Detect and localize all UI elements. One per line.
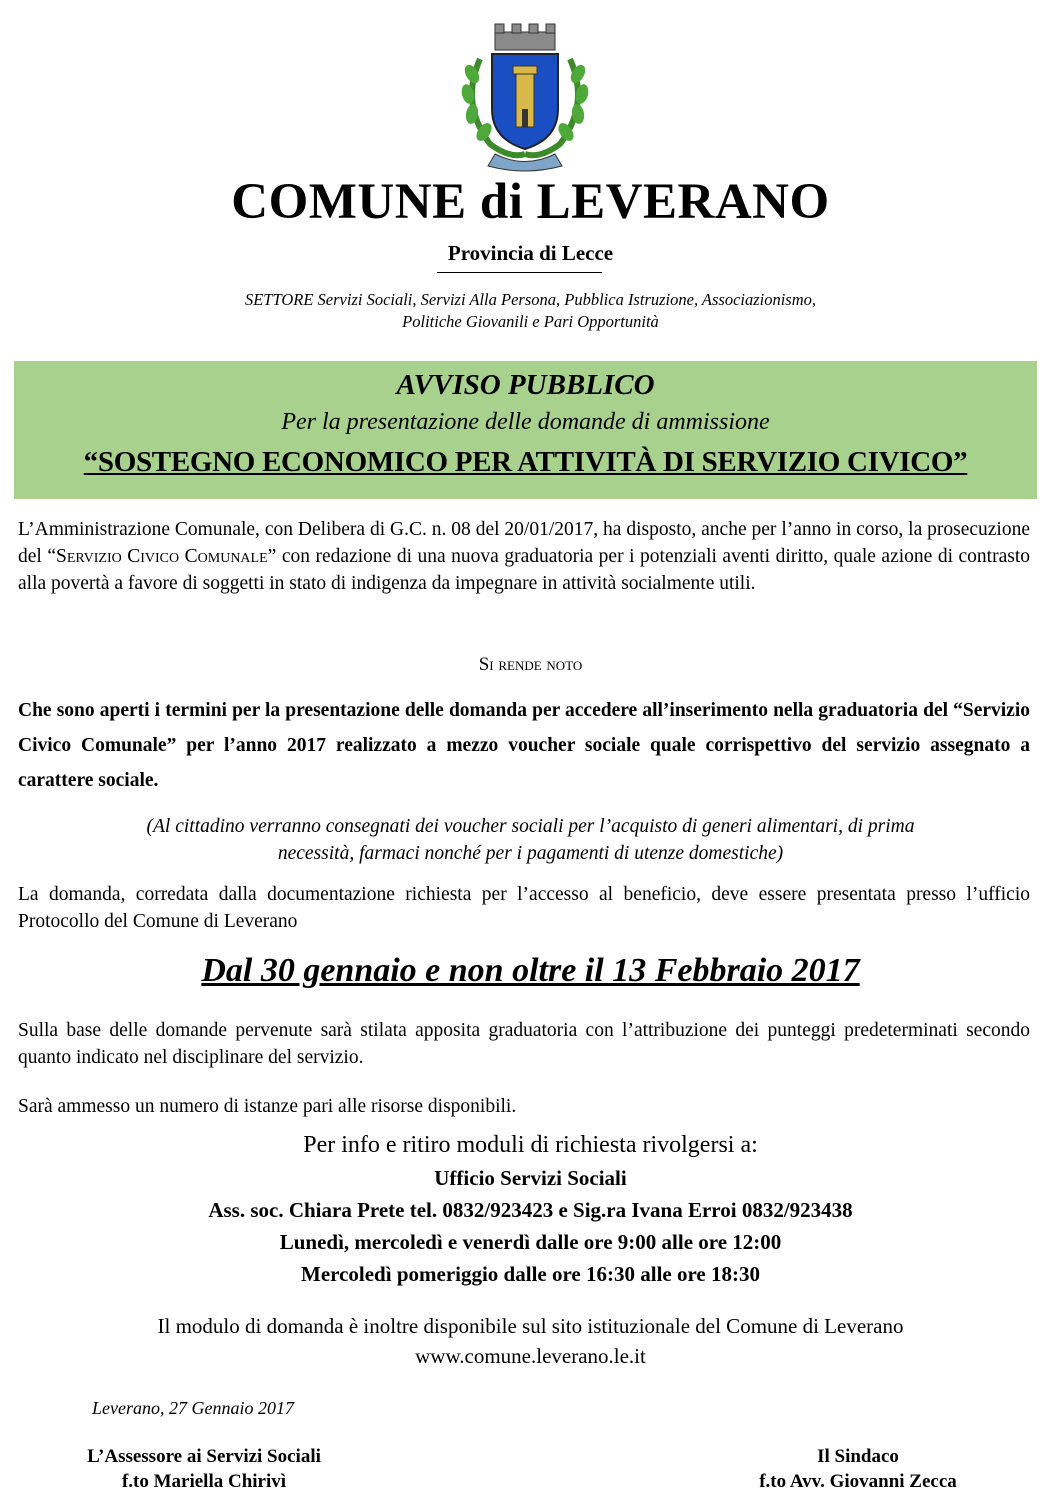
department-line-1: SETTORE Servizi Sociali, Servizi Alla Persona, Pubblica Istruzione, Associazionismo, — [244, 290, 817, 309]
ranking-paragraph: Sulla base delle domande pervenute sarà stilata apposita graduatoria con l’attribuzione dei punteggi predeterminati secondo quanto indicato nel disciplinare del servizio. — [18, 1020, 1030, 1068]
page-title: COMUNE di LEVERANO — [231, 174, 830, 230]
office-hours: Lunedì, mercoledì e venerdì dalle ore 9:00 alle ore 12:00 — [279, 1230, 782, 1254]
leverano-coat-of-arms-icon — [450, 14, 600, 174]
province-label: Provincia di Lecce — [447, 241, 614, 265]
intro-text-start: L’Amministrazione Comunale, con Delibera di G.C. n. 08 del 20/01/2017, ha disposto, anche per l’anno in corso, la prosecuzione del “ — [18, 519, 1030, 567]
banner-title: AVVISO PUBBLICO — [396, 369, 655, 401]
terms-paragraph: Che sono aperti i termini per la presentazione delle domanda per accedere all’inserimento nella graduatoria del “Servizio Civico Comunale” per l’anno 2017 realizzato a mezzo voucher sociale quale corrispettivo del servizio assegnato a carattere sociale. — [18, 700, 1030, 791]
intro-paragraph — [18, 516, 1030, 597]
mayor-signature — [714, 1444, 1002, 1494]
contacts-heading: Per info e ritiro moduli di richiesta rivolgersi a: — [303, 1132, 758, 1158]
announcement-label: Si rende noto — [478, 654, 583, 675]
voucher-note — [0, 813, 1061, 867]
contact-people: Ass. soc. Chiara Prete tel. 0832/923423 e Sig.ra Ivana Erroi 0832/923438 — [208, 1198, 853, 1222]
voucher-note-line-1: (Al cittadino verranno consegnati dei voucher sociali per l’acquisto di generi alimentari, di prima — [146, 816, 915, 837]
place-date: Leverano, 27 Gennaio 2017 — [92, 1398, 294, 1418]
assessor-signature — [36, 1444, 372, 1494]
intro-text-end: ” con redazione di una nuova graduatoria per i potenziali aventi diritto, quale azione di contrasto alla povertà a favore di soggetti in stato di indigenza da impegnare in attività socialmente utili. — [18, 546, 1030, 594]
banner-heading: “SOSTEGNO ECONOMICO PER ATTIVITÀ DI SERVIZIO CIVICO” — [83, 446, 968, 478]
voucher-note-line-2: necessità, farmaci nonché per i pagamenti di utenze domestiche) — [277, 843, 784, 864]
department-label — [0, 289, 1061, 333]
department-line-2: Politiche Giovanili e Pari Opportunità — [402, 312, 659, 331]
admission-paragraph: Sarà ammesso un numero di istanze pari alle risorse disponibili. — [18, 1096, 517, 1117]
module-availability — [0, 1311, 1061, 1371]
notice-banner — [14, 361, 1037, 499]
mayor-role: Il Sindaco — [817, 1446, 899, 1467]
banner-subtitle: Per la presentazione delle domande di ammissione — [281, 409, 770, 435]
contacts-block — [0, 1162, 1061, 1290]
deadline-dates: Dal 30 gennaio e non oltre il 13 Febbraio 2017 — [201, 952, 860, 989]
mayor-name: f.to Avv. Giovanni Zecca — [759, 1471, 957, 1492]
module-line: Il modulo di domanda è inoltre disponibile sul sito istituzionale del Comune di Leverano — [157, 1314, 904, 1338]
office-name: Ufficio Servizi Sociali — [434, 1166, 627, 1190]
intro-service-name: Servizio Civico Comunale — [56, 546, 268, 567]
assessor-role: L’Assessore ai Servizi Sociali — [87, 1446, 321, 1467]
divider — [437, 272, 602, 273]
afternoon-hours: Mercoledì pomeriggio dalle ore 16:30 alle ore 18:30 — [301, 1262, 760, 1286]
website-link[interactable]: www.comune.leverano.le.it — [415, 1344, 646, 1368]
assessor-name: f.to Mariella Chirivì — [121, 1471, 287, 1492]
submission-paragraph: La domanda, corredata dalla documentazione richiesta per l’accesso al beneficio, deve essere presentata presso l’ufficio Protocollo del Comune di Leverano — [18, 884, 1030, 932]
